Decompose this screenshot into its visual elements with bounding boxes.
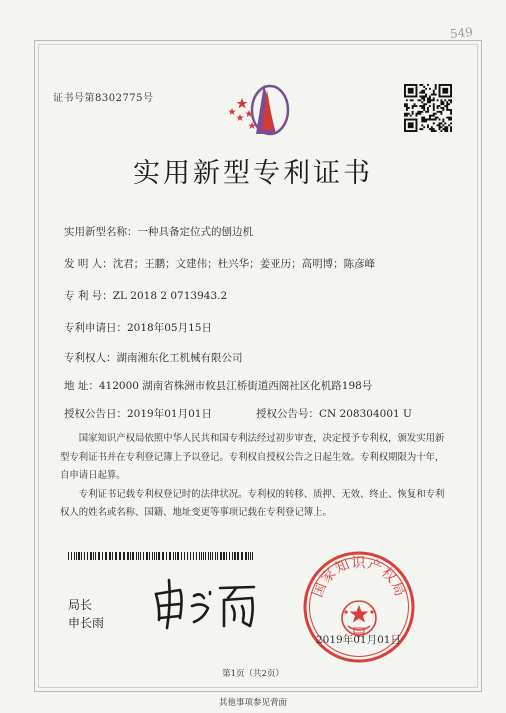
svg-text:国家知识产权局: 国家知识产权局 xyxy=(309,555,409,600)
field-label: 授权公告号： xyxy=(256,408,319,420)
body-paragraph: 专利证书记载专利权登记时的法律状况。专利权的转移、质押、无效、终止、恢复和专利权人的姓名或名称、国籍、地址变更等事项记载在专利登记簿上。 xyxy=(60,488,445,519)
certificate-number: 证书号第8302775号 xyxy=(53,93,154,104)
official-seal-icon xyxy=(300,548,418,666)
cnipa-emblem-icon xyxy=(220,80,296,138)
field-label: 专利权人： xyxy=(64,352,117,364)
field-value: 沈君；王鹏；文建伟；杜兴华；姜亚历；高明博；陈彦峰 xyxy=(112,258,376,270)
field-value: 一种具备定位式的刨边机 xyxy=(137,226,253,238)
director-title: 局长 xyxy=(68,598,93,612)
utility-model-name-row xyxy=(64,224,253,239)
field-label: 专利申请日： xyxy=(64,322,127,334)
patentee-row xyxy=(64,350,243,365)
field-label: 发 明 人： xyxy=(64,258,113,270)
address-row xyxy=(64,378,372,393)
field-value: 2018年05月15日 xyxy=(127,322,212,334)
field-value: CN 208304001 U xyxy=(319,408,412,420)
field-label: 地 址： xyxy=(64,380,99,392)
grant-number-row xyxy=(256,406,412,421)
grant-date-row xyxy=(64,406,212,421)
field-value: 2019年01月01日 xyxy=(127,408,212,420)
field-value: ZL 2018 2 0713943.2 xyxy=(112,290,228,302)
field-value: 湖南湘东化工机械有限公司 xyxy=(116,352,243,364)
barcode-icon xyxy=(68,552,254,560)
director-name: 申长雨 xyxy=(68,616,105,630)
qr-code-icon xyxy=(404,84,452,132)
footer-note: 其他事项参见背面 xyxy=(218,698,287,708)
page-title: 实用新型专利证书 xyxy=(133,158,373,189)
page-number: 第1页（共2页） xyxy=(222,669,284,679)
inventors-row xyxy=(64,256,375,271)
field-label: 授权公告日： xyxy=(64,408,127,420)
director-signature-icon xyxy=(150,578,260,630)
field-label: 实用新型名称： xyxy=(64,226,138,238)
patent-number-row xyxy=(64,288,227,303)
field-value: 412000 湖南省株洲市攸县江桥街道西阁社区化机路198号 xyxy=(98,380,373,392)
handwritten-note: 549 xyxy=(449,24,474,42)
body-paragraph: 国家知识产权局依照中华人民共和国专利法经过初步审查，决定授予专利权，颁发实用新型专利证书并在专利登记簿上予以登记。专利权自授权公告之日起生效。专利权期限为十年，自申请日起算。 xyxy=(60,433,445,482)
field-label: 专 利 号： xyxy=(64,290,113,302)
certificate-body xyxy=(60,430,452,523)
application-date-row xyxy=(64,320,212,335)
seal-date: 2019年01月01日 xyxy=(316,634,401,646)
